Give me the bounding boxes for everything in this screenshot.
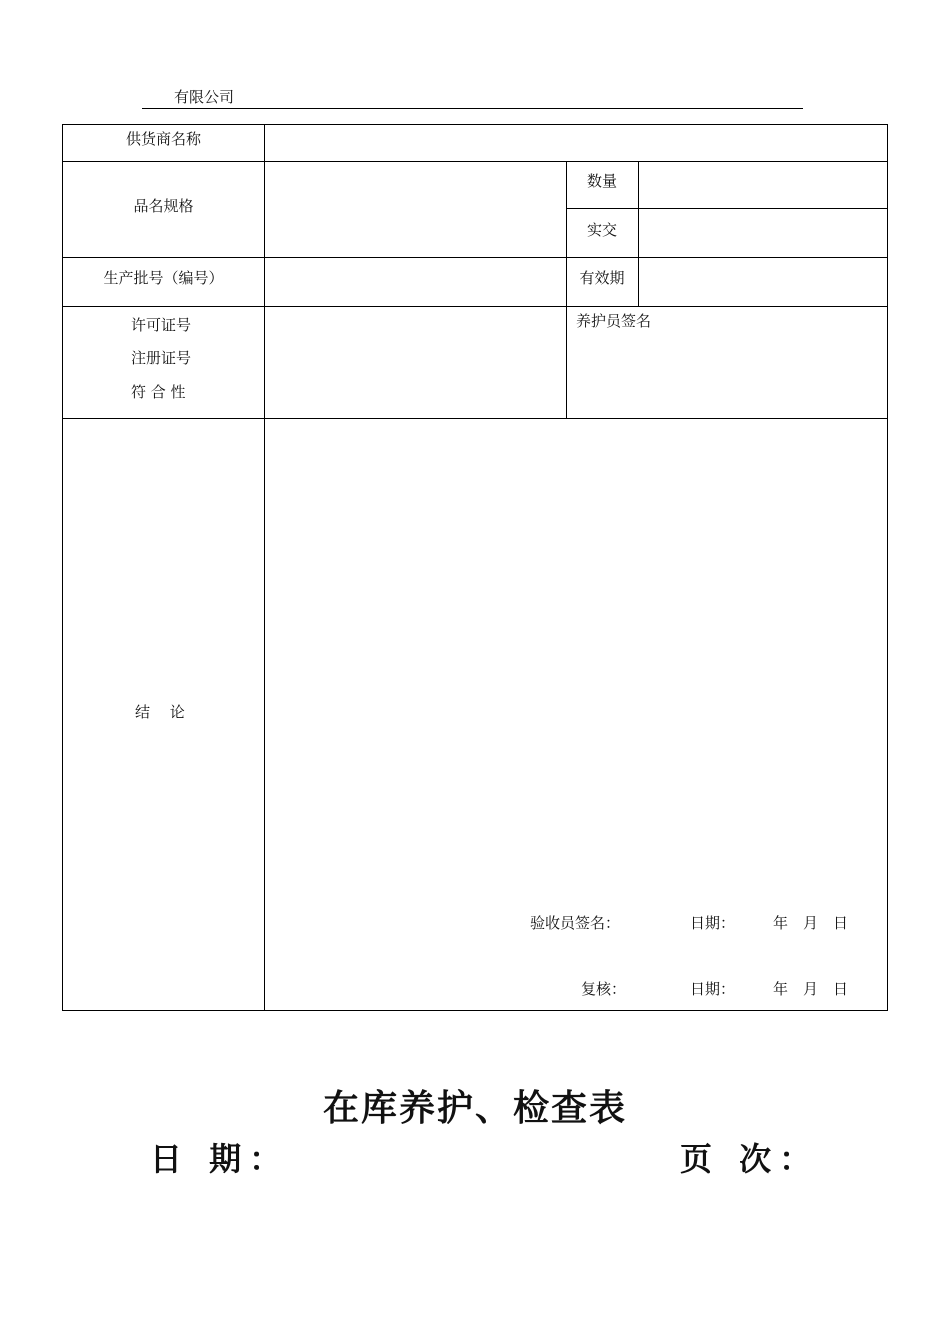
license-field[interactable] bbox=[265, 306, 566, 418]
expiry-label: 有效期 bbox=[579, 268, 625, 287]
conclusion-field[interactable] bbox=[265, 418, 887, 888]
compliance-label: 符 合 性 bbox=[131, 383, 186, 401]
quantity-field[interactable] bbox=[639, 161, 887, 208]
table-border-right bbox=[887, 124, 888, 1011]
review-label: 复核： bbox=[581, 980, 627, 998]
registration-label: 注册证号 bbox=[131, 349, 192, 367]
table-border-bottom bbox=[62, 1010, 888, 1011]
company-underline bbox=[142, 108, 803, 109]
page-number-heading: 页 次： bbox=[680, 1140, 820, 1178]
date-heading: 日 期： bbox=[150, 1140, 290, 1178]
supplier-field[interactable] bbox=[265, 124, 887, 161]
batch-field[interactable] bbox=[265, 257, 566, 306]
company-name: 有限公司 bbox=[174, 88, 235, 106]
inspector-date-ymd: 年 月 日 bbox=[773, 914, 849, 932]
product-label: 品名规格 bbox=[133, 196, 194, 215]
inspector-date-label: 日期： bbox=[690, 914, 736, 932]
supplier-label: 供货商名称 bbox=[125, 129, 201, 148]
quantity-label: 数量 bbox=[586, 171, 617, 190]
actual-field[interactable] bbox=[639, 208, 887, 257]
license-label: 许可证号 bbox=[131, 316, 192, 334]
review-date-ymd: 年 月 日 bbox=[773, 980, 849, 998]
review-date-label: 日期： bbox=[690, 980, 736, 998]
batch-label: 生产批号（编号） bbox=[103, 268, 224, 287]
keeper-sign-label: 养护员签名 bbox=[576, 312, 652, 330]
product-field[interactable] bbox=[265, 161, 566, 257]
expiry-field[interactable] bbox=[639, 257, 887, 306]
actual-label: 实交 bbox=[586, 220, 617, 239]
conclusion-label: 结 论 bbox=[135, 703, 185, 721]
page-title: 在库养护、检查表 bbox=[322, 1087, 627, 1129]
inspector-sign-label: 验收员签名： bbox=[530, 914, 621, 932]
